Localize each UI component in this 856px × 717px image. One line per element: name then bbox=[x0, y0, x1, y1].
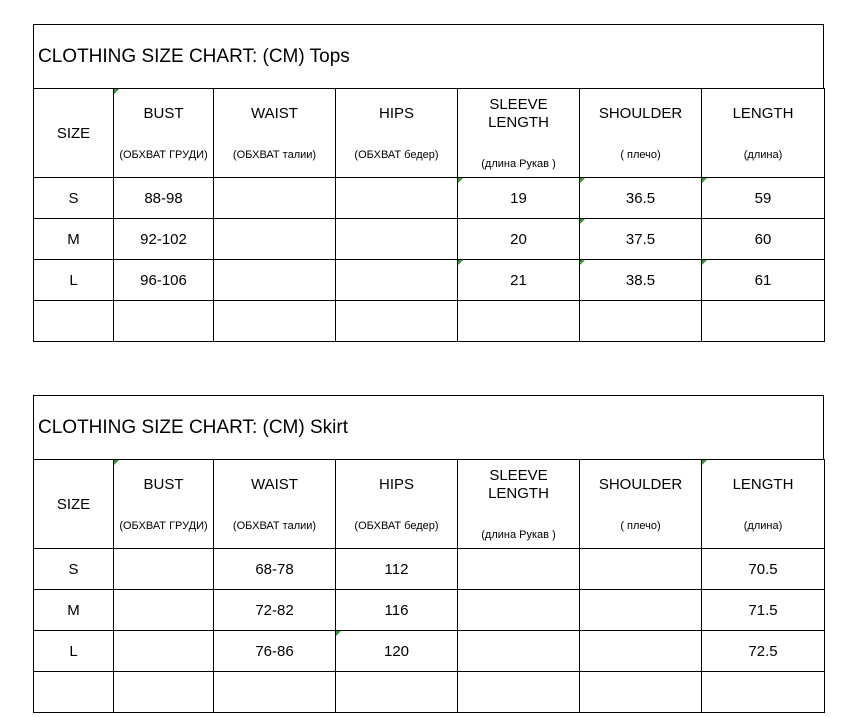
table-cell: 36.5 bbox=[580, 178, 702, 219]
table-cell: M bbox=[34, 219, 114, 260]
table-cell: 71.5 bbox=[702, 590, 825, 631]
table-row bbox=[34, 260, 825, 301]
table-cell bbox=[336, 219, 458, 260]
table-cell bbox=[336, 301, 458, 342]
table-cell: 88-98 bbox=[114, 178, 214, 219]
size-table bbox=[33, 88, 825, 342]
header-waist: WAIST (ОБХВАТ талии) bbox=[214, 89, 336, 178]
table-cell bbox=[458, 301, 580, 342]
table-cell: L bbox=[34, 260, 114, 301]
header-size: SIZE bbox=[34, 460, 114, 549]
table-cell bbox=[336, 672, 458, 713]
table-cell bbox=[580, 590, 702, 631]
chart-title: CLOTHING SIZE CHART: (CM) Skirt bbox=[33, 395, 824, 459]
table-cell bbox=[114, 301, 214, 342]
table-row bbox=[34, 301, 825, 342]
header-hips: HIPS (ОБХВАТ бедер) bbox=[336, 89, 458, 178]
header-bust: BUST (ОБХВАТ ГРУДИ) bbox=[114, 460, 214, 549]
table-cell: S bbox=[34, 178, 114, 219]
table-cell: S bbox=[34, 549, 114, 590]
header-shoulder: SHOULDER ( плечо) bbox=[580, 460, 702, 549]
table-cell bbox=[702, 672, 825, 713]
table-cell: 38.5 bbox=[580, 260, 702, 301]
header-hips: HIPS (ОБХВАТ бедер) bbox=[336, 460, 458, 549]
table-cell bbox=[214, 672, 336, 713]
table-cell: 116 bbox=[336, 590, 458, 631]
header-shoulder: SHOULDER ( плечо) bbox=[580, 89, 702, 178]
table-cell bbox=[114, 631, 214, 672]
table-cell: 72-82 bbox=[214, 590, 336, 631]
table-cell: 96-106 bbox=[114, 260, 214, 301]
table-cell: 20 bbox=[458, 219, 580, 260]
table-cell bbox=[214, 301, 336, 342]
table-row bbox=[34, 178, 825, 219]
table-cell: 19 bbox=[458, 178, 580, 219]
table-row bbox=[34, 219, 825, 260]
table-row bbox=[34, 672, 825, 713]
header-length: LENGTH (длина) bbox=[702, 460, 825, 549]
table-cell bbox=[458, 631, 580, 672]
table-cell: 61 bbox=[702, 260, 825, 301]
table-cell bbox=[34, 301, 114, 342]
table-row bbox=[34, 549, 825, 590]
table-cell: 60 bbox=[702, 219, 825, 260]
table-cell bbox=[458, 672, 580, 713]
table-cell bbox=[336, 178, 458, 219]
table-cell bbox=[336, 260, 458, 301]
header-row bbox=[34, 460, 825, 549]
table-row bbox=[34, 631, 825, 672]
header-bust: BUST (ОБХВАТ ГРУДИ) bbox=[114, 89, 214, 178]
table-cell: 120 bbox=[336, 631, 458, 672]
table-cell: 21 bbox=[458, 260, 580, 301]
header-length: LENGTH (длина) bbox=[702, 89, 825, 178]
table-cell bbox=[114, 672, 214, 713]
table-cell: 37.5 bbox=[580, 219, 702, 260]
table-cell bbox=[702, 301, 825, 342]
header-waist: WAIST (ОБХВАТ талии) bbox=[214, 460, 336, 549]
table-cell: L bbox=[34, 631, 114, 672]
table-cell: 68-78 bbox=[214, 549, 336, 590]
size-table bbox=[33, 459, 825, 713]
header-sleeve-length: SLEEVE LENGTH (длина Рукав ) bbox=[458, 460, 580, 549]
header-size: SIZE bbox=[34, 89, 114, 178]
skirt-size-chart bbox=[33, 395, 824, 713]
table-cell: 112 bbox=[336, 549, 458, 590]
table-cell bbox=[458, 590, 580, 631]
table-cell: 59 bbox=[702, 178, 825, 219]
table-cell bbox=[214, 260, 336, 301]
table-cell bbox=[114, 549, 214, 590]
table-cell: 72.5 bbox=[702, 631, 825, 672]
table-cell: 92-102 bbox=[114, 219, 214, 260]
table-cell bbox=[580, 549, 702, 590]
header-row bbox=[34, 89, 825, 178]
table-cell bbox=[580, 672, 702, 713]
table-cell: M bbox=[34, 590, 114, 631]
table-cell bbox=[214, 219, 336, 260]
table-cell bbox=[458, 549, 580, 590]
tops-size-chart bbox=[33, 24, 824, 342]
table-cell bbox=[580, 301, 702, 342]
table-cell: 70.5 bbox=[702, 549, 825, 590]
table-cell: 76-86 bbox=[214, 631, 336, 672]
table-cell bbox=[114, 590, 214, 631]
chart-title: CLOTHING SIZE CHART: (CM) Tops bbox=[33, 24, 824, 88]
table-cell bbox=[34, 672, 114, 713]
header-sleeve-length: SLEEVE LENGTH (длина Рукав ) bbox=[458, 89, 580, 178]
table-row bbox=[34, 590, 825, 631]
table-cell bbox=[580, 631, 702, 672]
table-cell bbox=[214, 178, 336, 219]
